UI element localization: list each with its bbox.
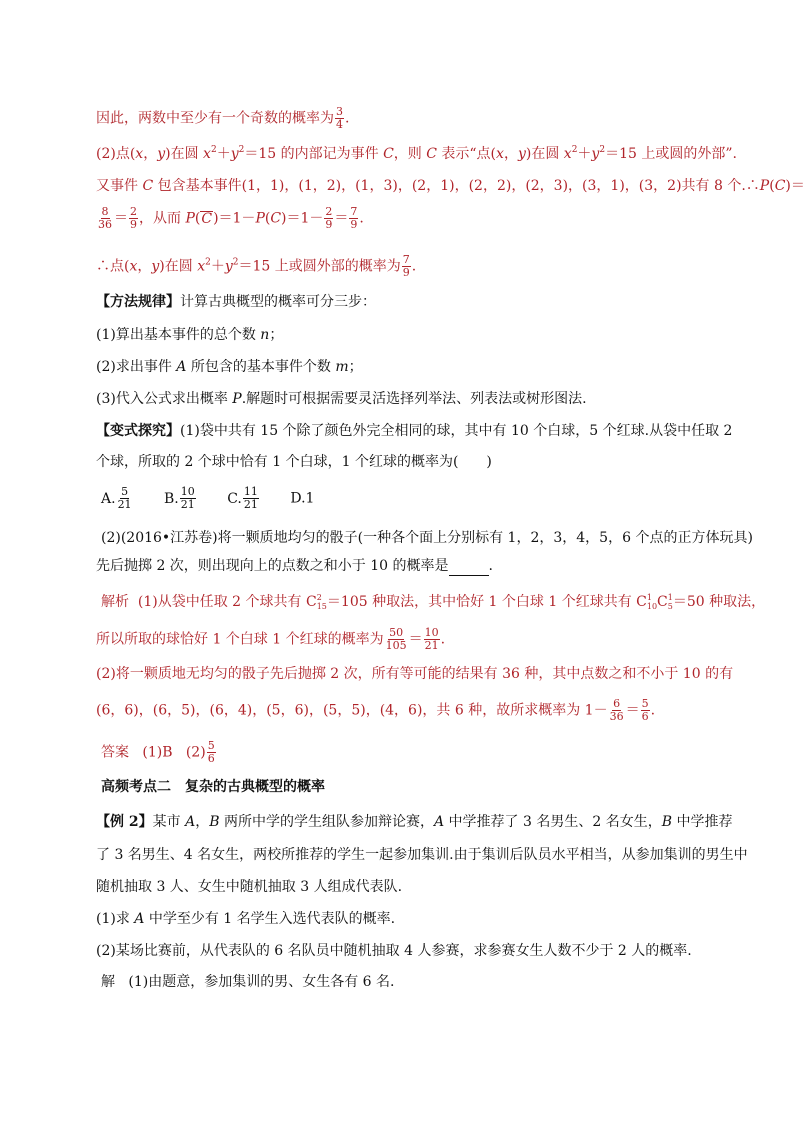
analysis-line-3: (2)将一颗质地无均匀的骰子先后抛掷 2 次，所有等可能的结果有 36 种，其中点数之和不小于 10 的有	[96, 666, 734, 682]
fraction: $\frac{7}{9}$	[350, 205, 358, 231]
fraction: $\frac{50}{105}$	[385, 626, 407, 652]
option-d: D.1	[290, 490, 315, 507]
fraction: $\frac{3}{4}$	[336, 105, 343, 131]
fraction: $\frac{2}{9}$	[130, 205, 137, 231]
solution-line-3: 又事件 C 包含基本事件(1，1)，(1，2)，(1，3)，(2，1)，(2，2)，(2，3)，(3，1)，(3，2)共有 8 个.∴P(C)＝	[96, 178, 805, 194]
option-c: C. $\frac{11}{21}$	[227, 485, 258, 511]
method-heading: 【方法规律】计算古典概型的概率可分三步：	[96, 294, 376, 310]
fraction: $\frac{5}{6}$	[207, 739, 215, 765]
analysis-tag: 解析	[101, 594, 129, 610]
question-2-line-1: (2)(2016•江苏卷)将一颗质地均匀的骰子(一种各个面上分别标有 1，2，3，4，5，6 个点的正方体玩具)	[101, 530, 753, 546]
question-2-line-2: 先后抛掷 2 次，则出现向上的点数之和小于 10 的概率是 .	[96, 558, 493, 574]
fraction: $\frac{2}{9}$	[325, 205, 333, 231]
answer-line: 答案 (1)B (2) $\frac{5}{6}$	[101, 739, 215, 765]
fraction: $\frac{6}{36}$	[609, 697, 624, 723]
method-step-3: (3)代入公式求出概率 P.解题时可根据需要灵活选择列举法、列表法或树形图法.	[96, 391, 587, 407]
variant-question-line-2: 个球，所取的 2 个球中恰有 1 个白球，1 个红球的概率为( )	[96, 454, 492, 470]
example-2-question-1: (1)求 A 中学至少有 1 名学生入选代表队的概率.	[96, 911, 396, 927]
solution-line-4: $\frac{8}{36}$ ＝ $\frac{2}{9}$ ，从而 P(C)＝1－P(C)＝1－ $\frac{2}{9}$ ＝ $\frac{7}{9}$ .	[98, 205, 364, 231]
method-step-2: (2)求出事件 A 所包含的基本事件个数 m；	[96, 359, 363, 375]
example-2-line-2: 了 3 名男生、4 名女生，两校所推荐的学生一起参加集训.由于集训后队员水平相当，从参加集训的男生中	[96, 847, 748, 863]
example-2-question-2: (2)某场比赛前，从代表队的 6 名队员中随机抽取 4 人参赛，求参赛女生人数不少于 2 人的概率.	[96, 943, 692, 959]
fraction: $\frac{5}{6}$	[641, 697, 649, 723]
fraction: $\frac{10}{21}$	[424, 626, 439, 652]
section-heading: 高频考点二 复杂的古典概型的概率	[101, 779, 325, 795]
example-2-line-1: 【例 2】某市 A，B 两所中学的学生组队参加辩论赛，A 中学推荐了 3 名男生、2 名女生，B 中学推荐	[96, 814, 733, 830]
fraction: $\frac{7}{9}$	[402, 253, 410, 279]
method-step-1: (1)算出基本事件的总个数 n；	[96, 327, 284, 343]
fraction: $\frac{8}{36}$	[98, 205, 112, 231]
option-a: A. $\frac{5}{21}$	[101, 485, 132, 511]
solution-start: 解 (1)由题意，参加集训的男、女生各有 6 名.	[101, 974, 395, 990]
analysis-line-4: (6，6)，(6，5)，(6，4)，(5，6)，(5，5)，(4，6)，共 6 种，故所求概率为 1－ $\frac{6}{36}$ ＝ $\frac{5}{6}$ .	[96, 697, 656, 723]
solution-line-1: 因此，两数中至少有一个奇数的概率为 $\frac{3}{4}$ .	[96, 105, 350, 131]
analysis-line-1: 解析 (1)从袋中任取 2 个球共有 C 2 15 ＝105 种取法，其中恰好 1 个白球 1 个红球共有 C 1 10 C 1 5 ＝50 种取法，	[101, 593, 766, 611]
answer-blank	[449, 561, 489, 576]
analysis-line-2: 所以所取的球恰好 1 个白球 1 个红球的概率为 $\frac{50}{105}$ ＝ $\frac{10}{21}$ .	[96, 626, 446, 652]
solution-line-2: (2)点(x，y)在圆 $x^2+y^2=15$ 的内部记为事件 C，则 C 表示“点(x，y)在圆 $x^2+y^2=15$ 上或圆的外部”.	[96, 145, 737, 162]
example-2-line-3: 随机抽取 3 人、女生中随机抽取 3 人组成代表队.	[96, 879, 403, 895]
complement-C: C	[201, 210, 213, 227]
option-b: B. $\frac{10}{21}$	[164, 485, 195, 511]
variant-question-line-1: 【变式探究】(1)袋中共有 15 个除了颜色外完全相同的球，其中有 10 个白球，5 个红球.从袋中任取 2	[96, 423, 733, 439]
answer-options	[101, 486, 314, 511]
solution-line-5: ∴点(x，y)在圆 $x^2+y^2=15$ 上或圆外部的概率为 $\frac{7}{9}$ .	[96, 253, 417, 279]
